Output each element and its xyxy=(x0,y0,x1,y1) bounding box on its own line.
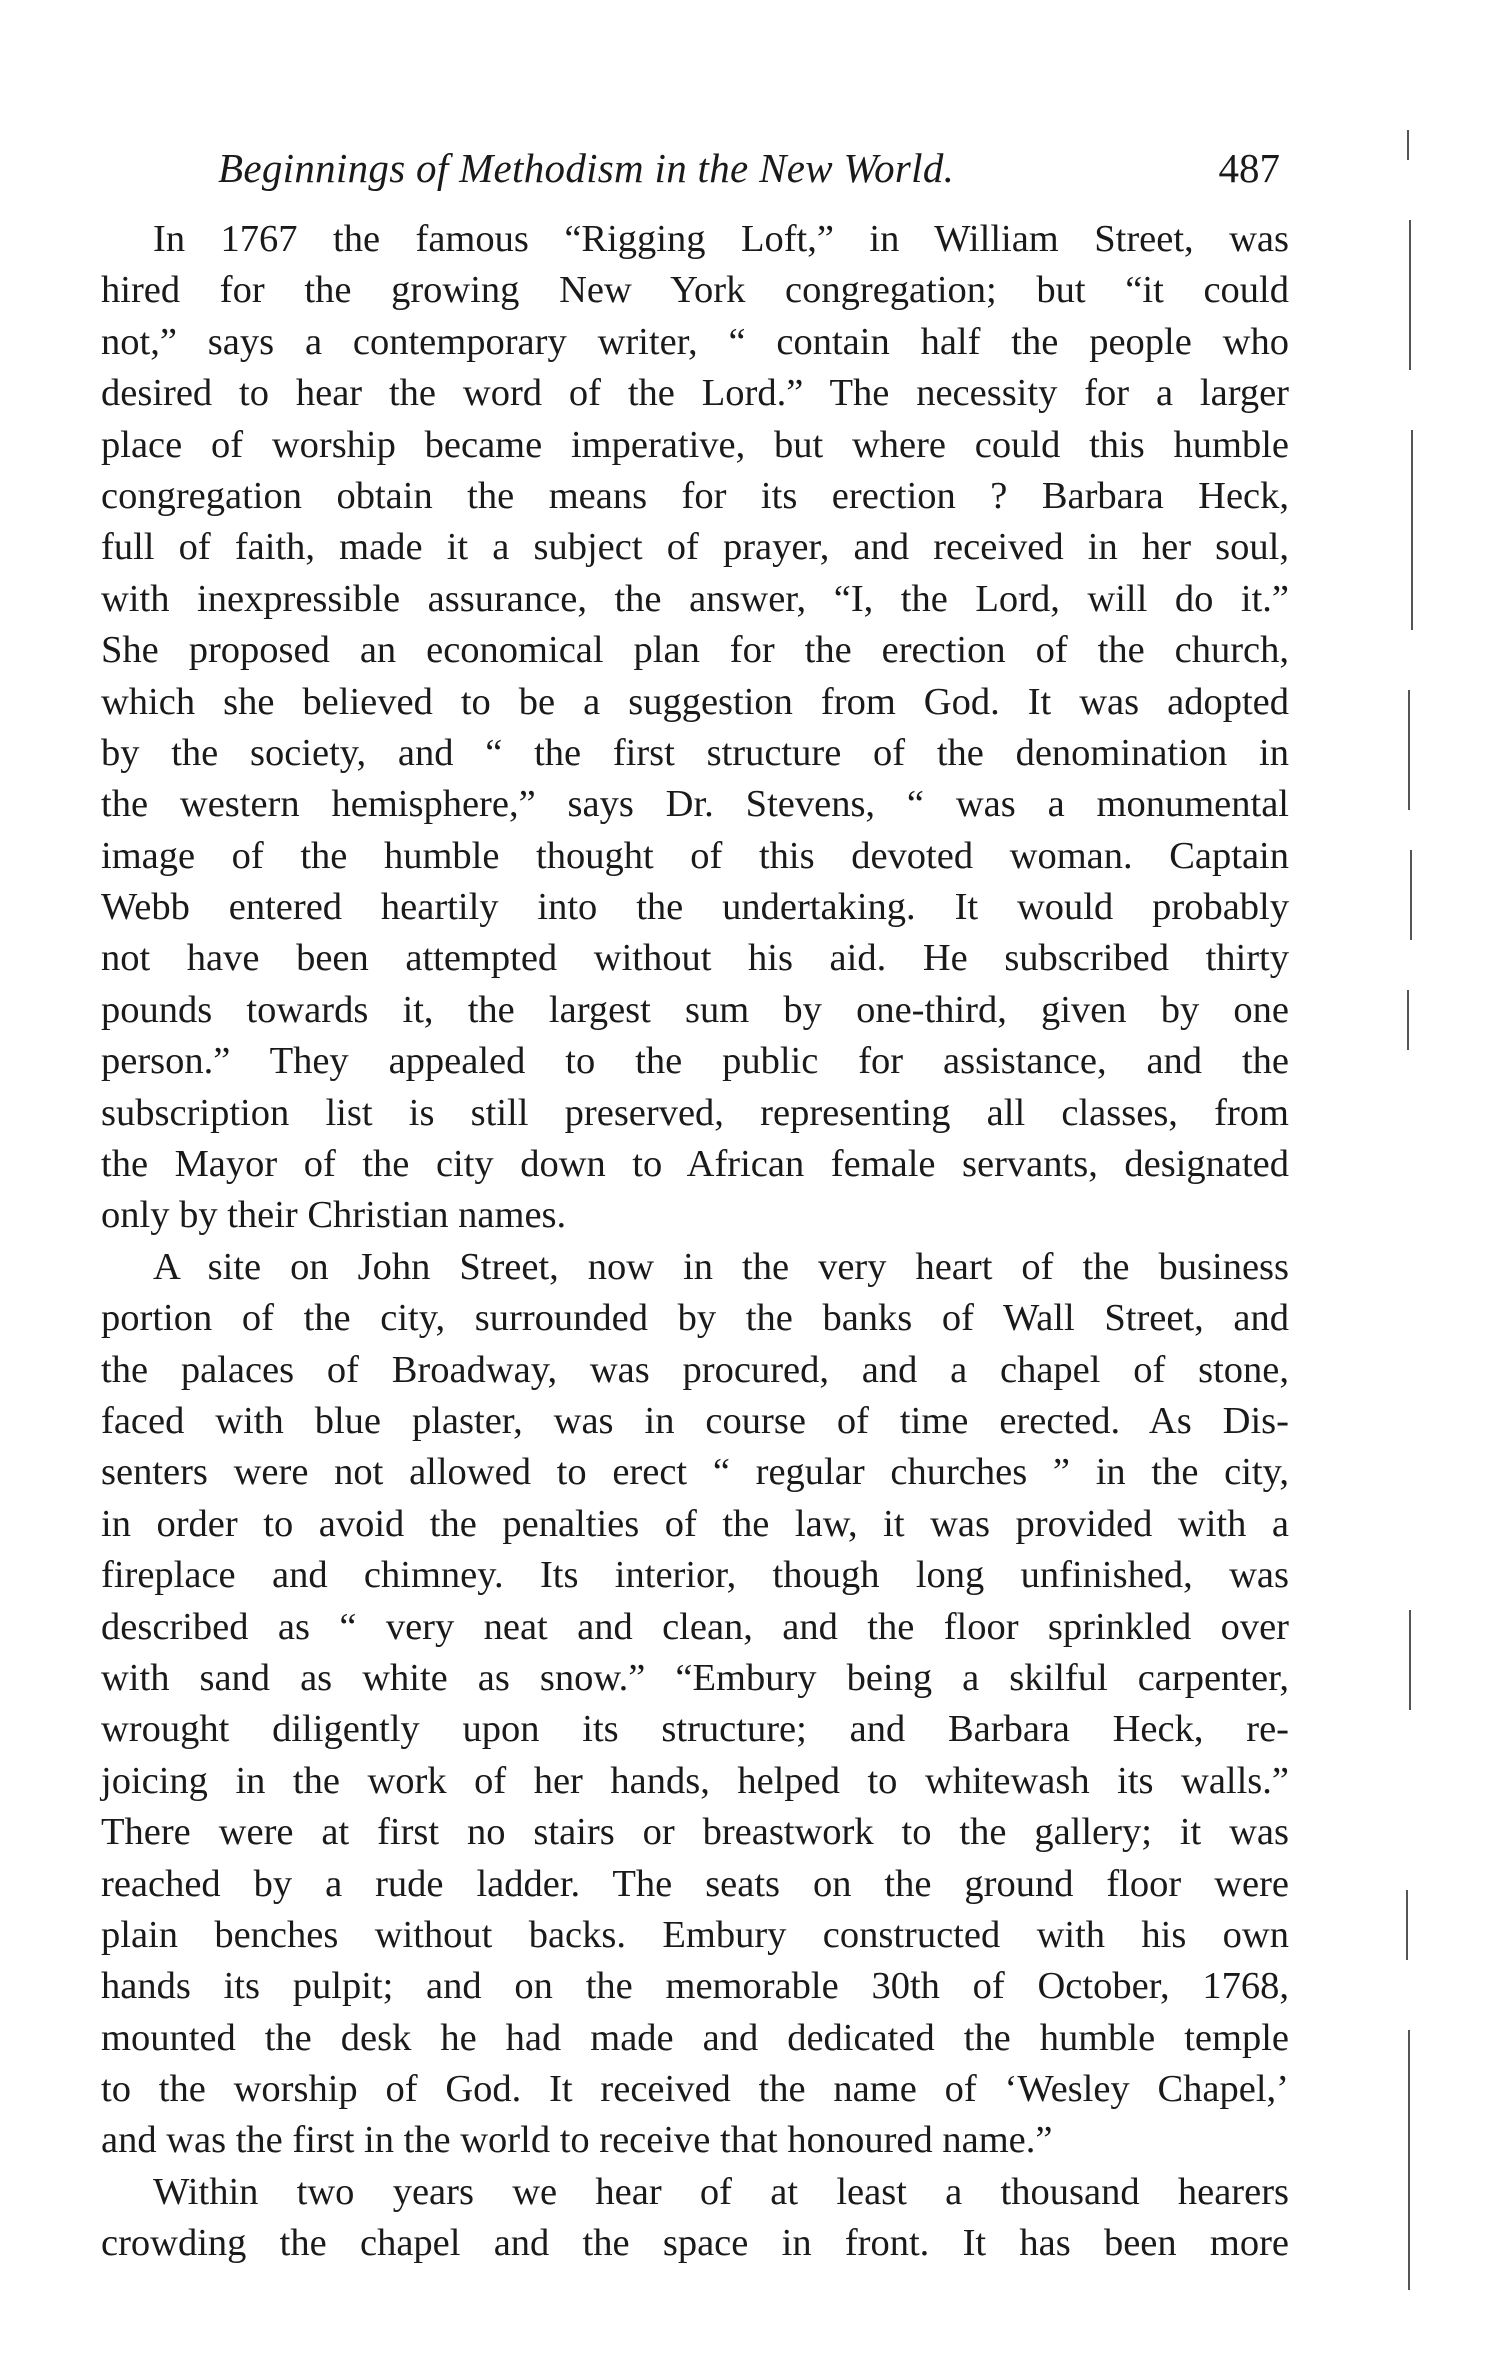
text-line: in order to avoid the penalties of the law, it was provided with a xyxy=(101,1502,1289,1545)
text-line: the western hemisphere,” says Dr. Stevens, “ was a monumental xyxy=(101,783,1289,826)
text-line: subscription list is still preserved, representing all classes, from xyxy=(101,1091,1289,1134)
text-line: She proposed an economical plan for the erection of the church, xyxy=(101,629,1289,672)
text-line: to the worship of God. It received the name of ‘Wesley Chapel,’ xyxy=(101,2068,1289,2111)
text-line: congregation obtain the means for its erection ? Barbara Heck, xyxy=(101,474,1289,517)
margin-scan-marks xyxy=(1405,130,1435,2360)
text-line: by the society, and “ the first structure of the denomination in xyxy=(101,731,1289,774)
text-line: hired for the growing New York congregation; but “it could xyxy=(101,269,1289,312)
paragraph xyxy=(101,1242,1289,2167)
text-line: described as “ very neat and clean, and the floor sprinkled over xyxy=(101,1605,1289,1648)
text-line: the palaces of Broadway, was procured, and a chapel of stone, xyxy=(101,1348,1289,1391)
text-line: person.” They appealed to the public for assistance, and the xyxy=(101,1040,1289,1083)
text-line: and was the first in the world to receive that honoured name.” xyxy=(101,2119,1053,2162)
page-number: 487 xyxy=(1218,145,1280,191)
text-line: with inexpressible assurance, the answer, “I, the Lord, will do it.” xyxy=(101,577,1289,620)
text-line: the Mayor of the city down to African female servants, designated xyxy=(101,1143,1289,1186)
text-line: hands its pulpit; and on the memorable 30th of October, 1768, xyxy=(101,1965,1289,2008)
text-line: A site on John Street, now in the very heart of the business xyxy=(153,1245,1289,1288)
text-line: Webb entered heartily into the undertaking. It would probably xyxy=(101,886,1289,929)
text-line: reached by a rude ladder. The seats on the ground floor were xyxy=(101,1862,1289,1905)
text-line: place of worship became imperative, but where could this humble xyxy=(101,423,1289,466)
paragraph xyxy=(101,2167,1289,2270)
text-line: fireplace and chimney. Its interior, though long unfinished, was xyxy=(101,1554,1289,1597)
text-line: with sand as white as snow.” “Embury being a skilful carpenter, xyxy=(101,1656,1289,1699)
text-line: image of the humble thought of this devoted woman. Captain xyxy=(101,834,1289,877)
text-line: Within two years we hear of at least a thousand hearers xyxy=(153,2170,1289,2213)
text-line: plain benches without backs. Embury constructed with his own xyxy=(101,1913,1289,1956)
text-line: crowding the chapel and the space in front. It has been more xyxy=(101,2222,1289,2265)
running-title: Beginnings of Methodism in the New World. xyxy=(218,145,955,191)
text-line: senters were not allowed to erect “ regular churches ” in the city, xyxy=(101,1451,1289,1494)
text-line: pounds towards it, the largest sum by one-third, given by one xyxy=(101,988,1289,1031)
text-line: not,” says a contemporary writer, “ contain half the people who xyxy=(101,320,1289,363)
text-line: mounted the desk he had made and dedicated the humble temple xyxy=(101,2016,1289,2059)
text-line: There were at first no stairs or breastwork to the gallery; it was xyxy=(101,1811,1289,1854)
paragraph xyxy=(101,214,1289,1242)
text-line: portion of the city, surrounded by the banks of Wall Street, and xyxy=(101,1297,1289,1340)
text-line: full of faith, made it a subject of prayer, and received in her soul, xyxy=(101,526,1289,569)
text-line: joicing in the work of her hands, helped to whitewash its walls.” xyxy=(101,1759,1289,1802)
running-head xyxy=(218,138,1280,198)
text-line: In 1767 the famous “Rigging Loft,” in William Street, was xyxy=(153,218,1289,260)
text-line: only by their Christian names. xyxy=(101,1194,567,1237)
text-line: not have been attempted without his aid. He subscribed thirty xyxy=(101,937,1289,980)
text-line: faced with blue plaster, was in course of time erected. As Dis- xyxy=(101,1399,1289,1442)
text-line: desired to hear the word of the Lord.” The necessity for a larger xyxy=(101,372,1289,415)
body-text xyxy=(101,214,1289,2270)
text-line: which she believed to be a suggestion from God. It was adopted xyxy=(101,680,1289,723)
text-line: wrought diligently upon its structure; and Barbara Heck, re- xyxy=(101,1708,1289,1751)
